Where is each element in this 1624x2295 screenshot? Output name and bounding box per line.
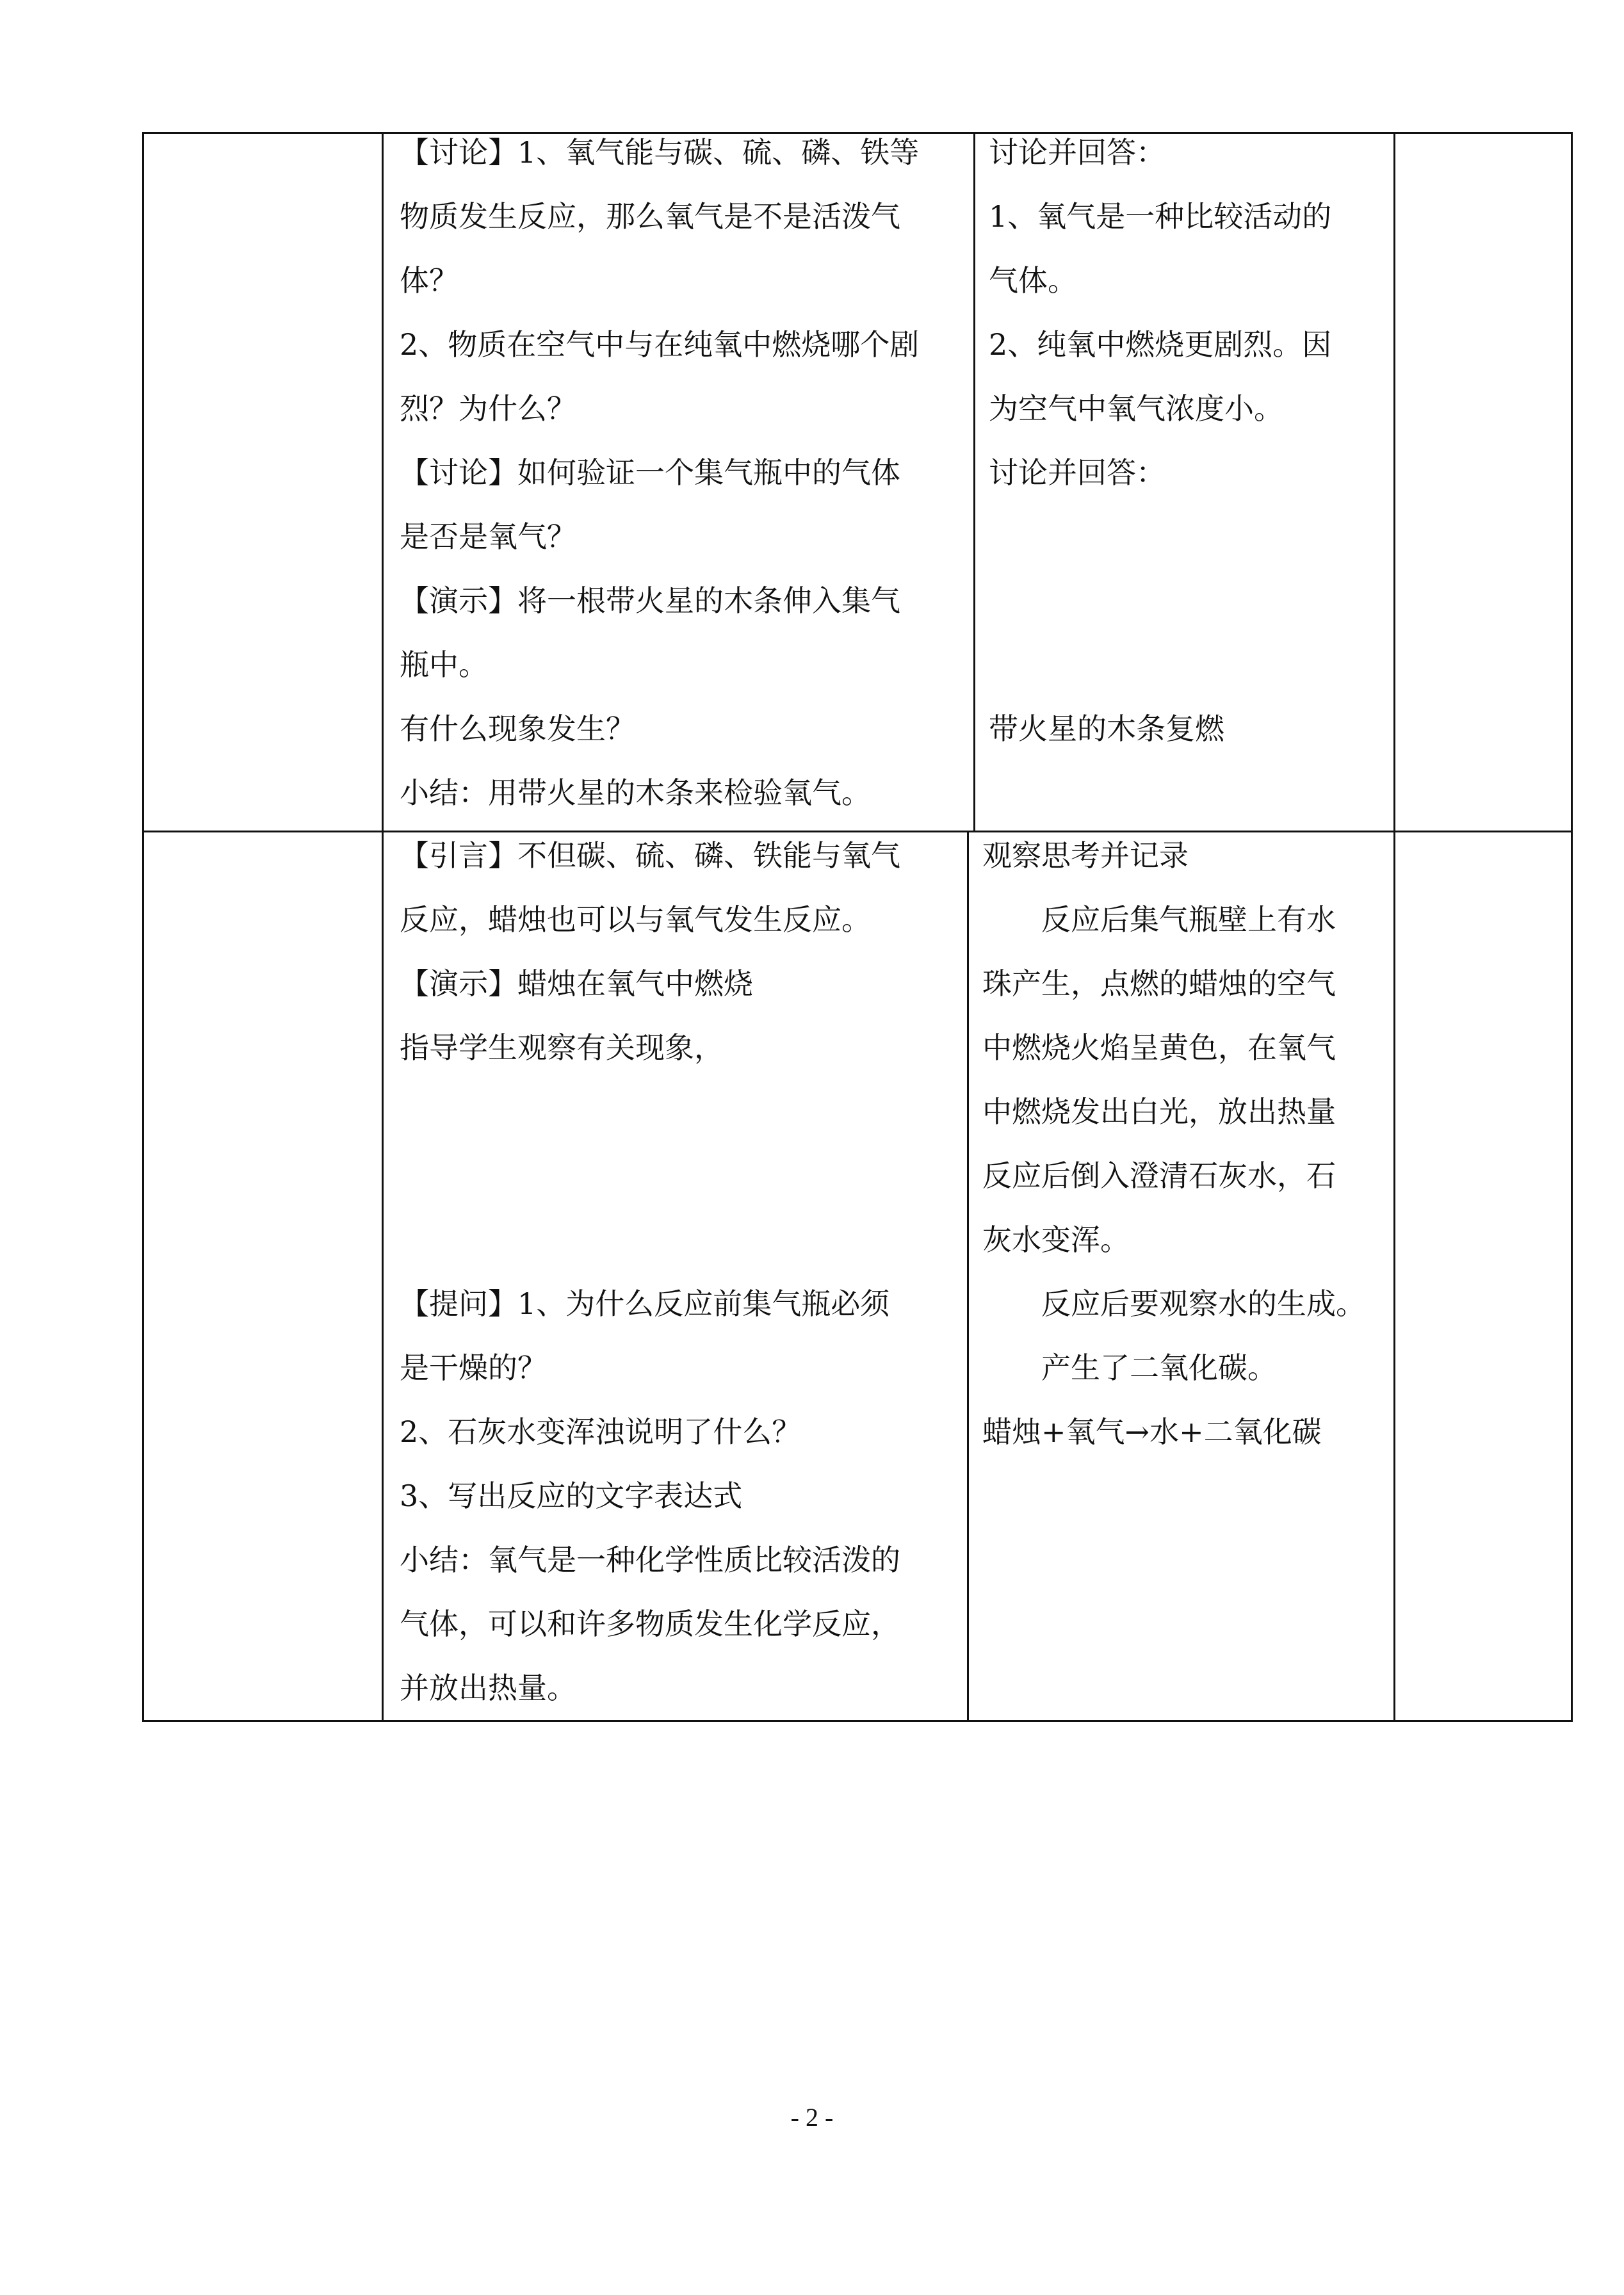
row-1-teacher-line: 【讨论】1、氧气能与碳、硫、磷、铁等 xyxy=(400,135,920,170)
row-2-teacher-line: 【演示】蜡烛在氧气中燃烧 xyxy=(400,966,753,1001)
row-2-student-line: 产生了二氧化碳。 xyxy=(1041,1350,1277,1385)
row-1-student-line: 讨论并回答： xyxy=(989,455,1165,490)
row-2-student-line: 中燃烧发出白光，放出热量 xyxy=(982,1094,1336,1129)
row-2-student-line: 观察思考并记录 xyxy=(982,838,1189,873)
row-1-student-line: 带火星的木条复燃 xyxy=(989,711,1224,746)
table-col-divider-2 xyxy=(973,132,975,832)
row-2-teacher-line: 并放出热量。 xyxy=(400,1671,576,1705)
table-border-left xyxy=(142,132,144,1722)
row-1-teacher-line: 是否是氧气？ xyxy=(400,519,576,554)
row-2-teacher-line: 【引言】不但碳、硫、磷、铁能与氧气 xyxy=(400,838,900,873)
row-2-teacher-line: 2、石灰水变浑浊说明了什么？ xyxy=(400,1415,802,1449)
row-2-student-line: 反应后集气瓶壁上有水 xyxy=(1041,902,1336,937)
row-1-student-line: 为空气中氧气浓度小。 xyxy=(989,391,1283,426)
row-2-teacher-line: 【提问】1、为什么反应前集气瓶必须 xyxy=(400,1286,890,1321)
row-1-student-line: 气体。 xyxy=(989,263,1077,298)
row-1-teacher-line: 2、物质在空气中与在纯氧中燃烧哪个剧 xyxy=(400,327,920,362)
row-1-student-line: 讨论并回答： xyxy=(989,135,1165,170)
row-1-teacher-line: 有什么现象发生？ xyxy=(400,711,635,746)
row-2-teacher-line: 是干燥的？ xyxy=(400,1350,547,1385)
table-border-bottom xyxy=(142,1720,1573,1722)
row-2-teacher-line: 小结：氧气是一种化学性质比较活泼的 xyxy=(400,1543,900,1577)
table-border-right xyxy=(1571,132,1573,1722)
row-2-student-line: 蜡烛+氧气→水+二氧化碳 xyxy=(982,1415,1322,1449)
row-2-student-line: 反应后倒入澄清石灰水，石 xyxy=(982,1158,1336,1193)
row-1-student-line: 2、纯氧中燃烧更剧烈。因 xyxy=(989,327,1332,362)
row-1-teacher-line: 【讨论】如何验证一个集气瓶中的气体 xyxy=(400,455,900,490)
row-1-teacher-line: 小结：用带火星的木条来检验氧气。 xyxy=(400,775,871,810)
row-1-teacher-line: 烈？为什么？ xyxy=(400,391,576,426)
page-number: - 2 - xyxy=(790,2103,834,2132)
row-2-teacher-line: 3、写出反应的文字表达式 xyxy=(400,1479,743,1513)
row-1-student-line: 1、氧气是一种比较活动的 xyxy=(989,199,1332,234)
row-2-teacher-line: 反应，蜡烛也可以与氧气发生反应。 xyxy=(400,902,871,937)
table-col-divider-1 xyxy=(382,132,384,1722)
row-2-student-line: 反应后要观察水的生成。 xyxy=(1041,1286,1365,1321)
row-1-teacher-line: 【演示】将一根带火星的木条伸入集气 xyxy=(400,583,900,618)
row-1-teacher-line: 瓶中。 xyxy=(400,647,488,682)
table-col-divider-3 xyxy=(1393,132,1395,1722)
table-col-divider-2 xyxy=(967,831,969,1722)
row-1-teacher-line: 体？ xyxy=(400,263,459,298)
row-2-student-line: 中燃烧火焰呈黄色，在氧气 xyxy=(982,1030,1336,1065)
row-2-student-line: 珠产生，点燃的蜡烛的空气 xyxy=(982,966,1336,1001)
table-row-divider xyxy=(142,831,1573,832)
row-1-teacher-line: 物质发生反应，那么氧气是不是活泼气 xyxy=(400,199,900,234)
row-2-student-line: 灰水变浑。 xyxy=(982,1222,1130,1257)
table-border-top xyxy=(142,132,1573,134)
row-2-teacher-line: 气体，可以和许多物质发生化学反应， xyxy=(400,1607,900,1641)
row-2-teacher-line: 指导学生观察有关现象， xyxy=(400,1030,724,1065)
